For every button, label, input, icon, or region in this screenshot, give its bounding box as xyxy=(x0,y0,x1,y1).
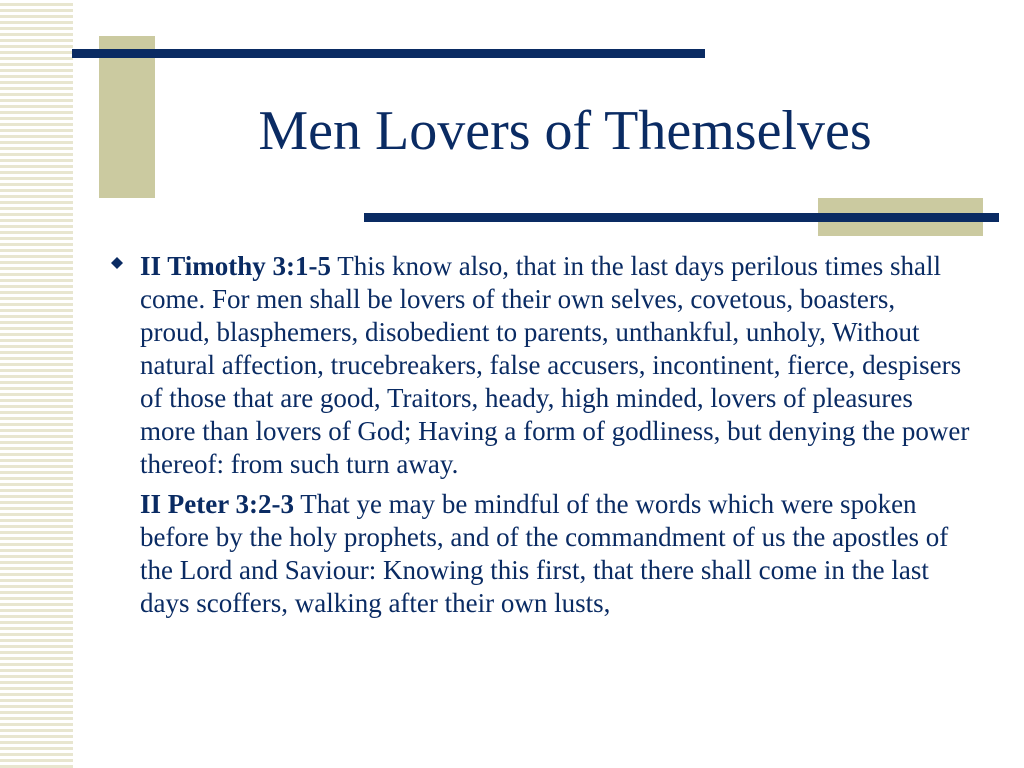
slide-body xyxy=(140,250,970,627)
passage-reference: II Timothy 3:1-5 xyxy=(140,251,332,281)
navy-rule-top xyxy=(72,49,705,58)
passage-reference: II Peter 3:2-3 xyxy=(140,489,294,519)
slide-title: Men Lovers of Themselves xyxy=(258,100,872,162)
diamond-bullet-icon xyxy=(106,252,128,274)
passage-text: This know also, that in the last days perilous times shall come. For men shall be lovers of their own selves, covetous, boasters, proud, blasphemers, disobedient to parents, unthankful, unholy, Without natural affection, trucebreakers, false accusers, incontinent, fierce, despisers of those that are good, Traitors, heady, high minded, lovers of pleasures more than lovers of God; Having a form of godliness, but denying the power thereof: from such turn away. xyxy=(140,251,970,479)
passage-text: That ye may be mindful of the words which were spoken before by the holy prophets, and of the commandment of us the apostles of the Lord and Saviour: Knowing this first, that there shall come in the last days scoffers, walking after their own lusts, xyxy=(140,489,949,618)
striped-side-border xyxy=(0,0,73,768)
passage-timothy xyxy=(140,250,970,481)
passage-peter xyxy=(140,488,970,620)
tan-accent-bar-vertical xyxy=(99,36,155,198)
navy-rule-bottom xyxy=(364,213,999,222)
